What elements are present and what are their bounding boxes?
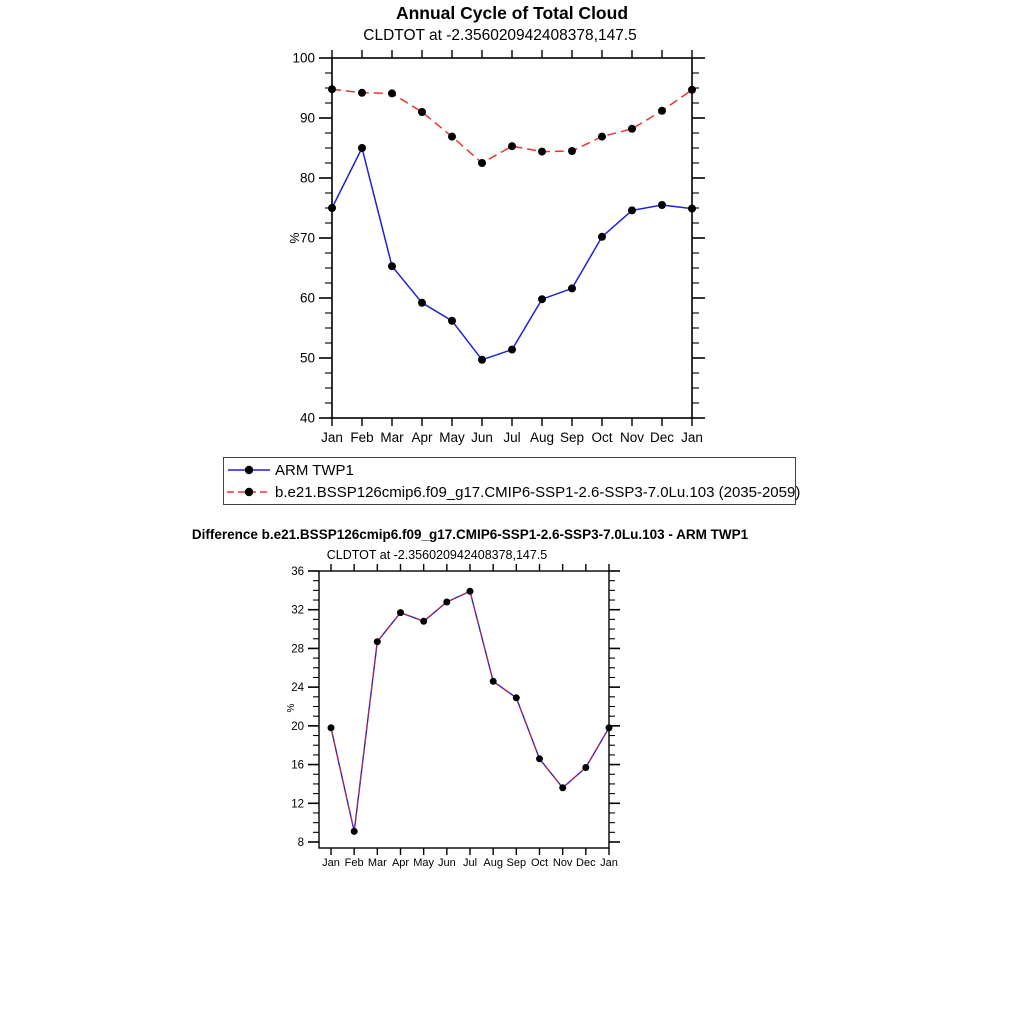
data-point bbox=[418, 108, 426, 116]
data-point bbox=[374, 638, 381, 645]
x-tick-label: Dec bbox=[649, 430, 675, 445]
y-tick-label: 8 bbox=[297, 837, 304, 850]
x-tick-label: Feb bbox=[350, 430, 374, 445]
data-point bbox=[467, 588, 474, 595]
series-markers-1 bbox=[328, 85, 696, 167]
x-tick-label: May bbox=[413, 857, 435, 869]
y-tick-label: 50 bbox=[299, 350, 315, 366]
x-tick-label: Oct bbox=[591, 430, 613, 445]
series-markers-0 bbox=[328, 588, 613, 835]
x-tick-label: Dec bbox=[576, 857, 596, 869]
series-line-0 bbox=[332, 148, 692, 360]
chart-1 bbox=[288, 50, 705, 445]
y-tick-label: 100 bbox=[292, 50, 315, 66]
x-tick-label: Nov bbox=[619, 430, 645, 445]
data-point bbox=[598, 133, 606, 141]
data-point bbox=[658, 201, 666, 209]
y-tick-label: 24 bbox=[291, 682, 304, 695]
data-point bbox=[538, 148, 546, 156]
x-tick-label: May bbox=[439, 430, 465, 445]
y-tick-label: 40 bbox=[299, 410, 315, 426]
series-line-0-overlay bbox=[331, 591, 609, 831]
x-tick-label: Nov bbox=[552, 857, 573, 869]
data-point bbox=[628, 125, 636, 133]
data-point bbox=[582, 764, 589, 771]
y-axis-title: % bbox=[286, 703, 297, 713]
y-axis-title: % bbox=[288, 232, 302, 244]
data-point bbox=[328, 85, 336, 93]
data-point bbox=[568, 284, 576, 292]
x-tick-label: Mar bbox=[367, 857, 387, 869]
series-line-0 bbox=[331, 591, 609, 831]
y-tick-label: 70 bbox=[299, 230, 315, 246]
legend-label-model: b.e21.BSSP126cmip6.f09_g17.CMIP6-SSP1-2.6-SSP3-7.0Lu.103 (2035-2059) bbox=[275, 483, 801, 501]
x-tick-label: Aug bbox=[529, 430, 555, 445]
x-tick-label: Sep bbox=[506, 857, 527, 869]
data-point bbox=[478, 356, 486, 364]
plot-frame bbox=[332, 58, 692, 418]
y-tick-label: 12 bbox=[291, 798, 304, 811]
data-point bbox=[490, 678, 497, 685]
data-point bbox=[358, 89, 366, 97]
x-tick-label: Jan bbox=[681, 430, 703, 445]
y-tick-label: 20 bbox=[291, 720, 304, 733]
axis-ticks bbox=[319, 50, 705, 426]
x-tick-label: Oct bbox=[530, 857, 549, 869]
x-tick-label: Mar bbox=[380, 430, 404, 445]
data-point bbox=[688, 86, 696, 94]
series-markers-0 bbox=[328, 144, 696, 364]
chart2-subtitle: CLDTOT at -2.356020942408378,147.5 bbox=[326, 548, 548, 562]
plot-frame bbox=[319, 571, 609, 848]
series-line-1 bbox=[332, 89, 692, 163]
data-point bbox=[418, 299, 426, 307]
data-point bbox=[606, 724, 613, 731]
chart2-title: Difference b.e21.BSSP126cmip6.f09_g17.CMIP6-SSP1-2.6-SSP3-7.0Lu.103 - ARM TWP1 bbox=[191, 527, 749, 542]
data-point bbox=[508, 142, 516, 150]
chart-2 bbox=[286, 564, 620, 869]
x-tick-label: Jan bbox=[600, 857, 618, 869]
data-point bbox=[513, 694, 520, 701]
legend-label-arm-twp1: ARM TWP1 bbox=[275, 461, 354, 479]
legend-marker-solid-line-dot bbox=[226, 460, 272, 480]
y-tick-label: 60 bbox=[299, 290, 315, 306]
legend-box bbox=[223, 457, 801, 505]
legend-marker-dashed-line-dot bbox=[226, 482, 272, 502]
chart1-subtitle: CLDTOT at -2.356020942408378,147.5 bbox=[363, 27, 637, 44]
x-tick-label: Jan bbox=[321, 430, 343, 445]
y-tick-label: 36 bbox=[291, 566, 304, 579]
data-point bbox=[443, 599, 450, 606]
y-tick-label: 90 bbox=[299, 110, 315, 126]
data-point bbox=[559, 784, 566, 791]
x-tick-label: Feb bbox=[344, 857, 364, 869]
x-tick-label: Jun bbox=[437, 857, 456, 869]
data-point bbox=[688, 205, 696, 213]
data-point bbox=[658, 107, 666, 115]
y-tick-label: 16 bbox=[291, 759, 304, 772]
data-point bbox=[358, 144, 366, 152]
x-tick-label: Apr bbox=[391, 857, 410, 869]
data-point bbox=[448, 133, 456, 141]
y-tick-label: 80 bbox=[299, 170, 315, 186]
data-point bbox=[538, 295, 546, 303]
data-point bbox=[397, 609, 404, 616]
x-tick-label: Apr bbox=[411, 430, 433, 445]
chart1-title: Annual Cycle of Total Cloud bbox=[395, 3, 629, 23]
x-tick-label: Jun bbox=[471, 430, 493, 445]
data-point bbox=[568, 147, 576, 155]
data-point bbox=[508, 346, 516, 354]
data-point bbox=[420, 618, 427, 625]
data-point bbox=[628, 206, 636, 214]
y-tick-label: 28 bbox=[291, 643, 304, 656]
data-point bbox=[478, 159, 486, 167]
data-point bbox=[598, 233, 606, 241]
x-tick-label: Jan bbox=[322, 857, 340, 869]
data-point bbox=[351, 828, 358, 835]
legend-item-model bbox=[226, 481, 801, 503]
data-point bbox=[448, 317, 456, 325]
x-tick-label: Aug bbox=[483, 857, 503, 869]
x-tick-label: Sep bbox=[559, 430, 585, 445]
x-tick-label: Jul bbox=[503, 430, 521, 445]
data-point bbox=[328, 724, 335, 731]
x-tick-label: Jul bbox=[462, 857, 478, 869]
y-tick-label: 32 bbox=[291, 604, 304, 617]
legend-item-arm-twp1 bbox=[226, 459, 793, 481]
axis-ticks bbox=[308, 564, 620, 855]
data-point bbox=[388, 262, 396, 270]
data-point bbox=[536, 755, 543, 762]
data-point bbox=[328, 204, 336, 212]
data-point bbox=[388, 89, 396, 97]
